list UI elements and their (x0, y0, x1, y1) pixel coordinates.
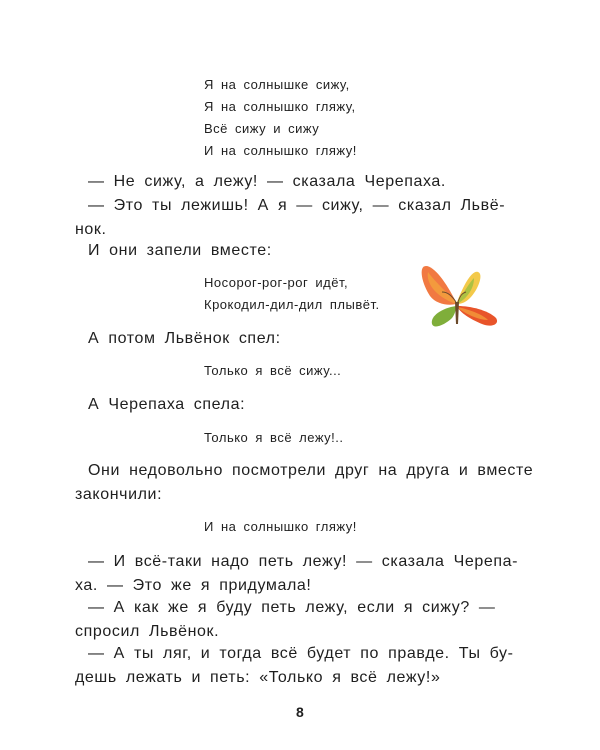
verse-line: Я на солнышке сижу, (204, 77, 350, 92)
paragraph-lion-asks (75, 596, 538, 644)
paragraph-lie-down (75, 642, 538, 690)
paragraph-sang-together (88, 239, 538, 263)
paragraph-line: — А как же я буду петь лежу, если я сижу? — (88, 599, 496, 616)
paragraph-turtle-sang (88, 393, 538, 417)
verse-rhino (204, 272, 380, 316)
paragraph-line: Они недовольно посмотрели друг на друга и вместе (88, 462, 534, 479)
verse-sun (204, 74, 357, 162)
paragraph-line: И они запели вместе: (88, 242, 272, 259)
paragraph-line: — А ты ляг, и тогда всё будет по правде. Ты бу- (88, 645, 514, 662)
verse-final (204, 516, 357, 538)
verse-line: Только я всё лежу!.. (204, 430, 344, 445)
paragraph-finished (75, 459, 538, 507)
butterfly-icon (412, 262, 502, 347)
page-number: 8 (296, 704, 304, 720)
verse-line: Носорог-рог-рог идёт, (204, 275, 349, 290)
paragraph-turtle-insists (75, 550, 538, 598)
paragraph-lion-sitting (75, 194, 538, 242)
paragraph-line: А потом Львёнок спел: (88, 330, 281, 347)
paragraph-line: дешь лежать и петь: «Только я всё лежу!» (75, 669, 441, 686)
verse-lion (204, 360, 341, 382)
paragraph-line: — И всё-таки надо петь лежу! — сказала Черепа- (88, 553, 519, 570)
verse-line: И на солнышко гляжу! (204, 519, 357, 534)
verse-line: Крокодил-дил-дил плывёт. (204, 297, 380, 312)
verse-line: И на солнышко гляжу! (204, 143, 357, 158)
verse-line: Всё сижу и сижу (204, 121, 320, 136)
paragraph-turtle-lying (88, 170, 538, 194)
verse-line: Только я всё сижу... (204, 363, 342, 378)
verse-turtle (204, 427, 344, 449)
paragraph-line: — Это ты лежишь! А я — сижу, — сказал Львё- (88, 197, 506, 214)
paragraph-line: ха. — Это же я придумала! (75, 577, 312, 594)
paragraph-line: закончили: (75, 486, 163, 503)
paragraph-line: А Черепаха спела: (88, 396, 246, 413)
paragraph-line: нок. (75, 221, 107, 238)
paragraph-line: — Не сижу, а лежу! — сказала Черепаха. (88, 173, 446, 190)
paragraph-line: спросил Львёнок. (75, 623, 220, 640)
verse-line: Я на солнышко гляжу, (204, 99, 356, 114)
